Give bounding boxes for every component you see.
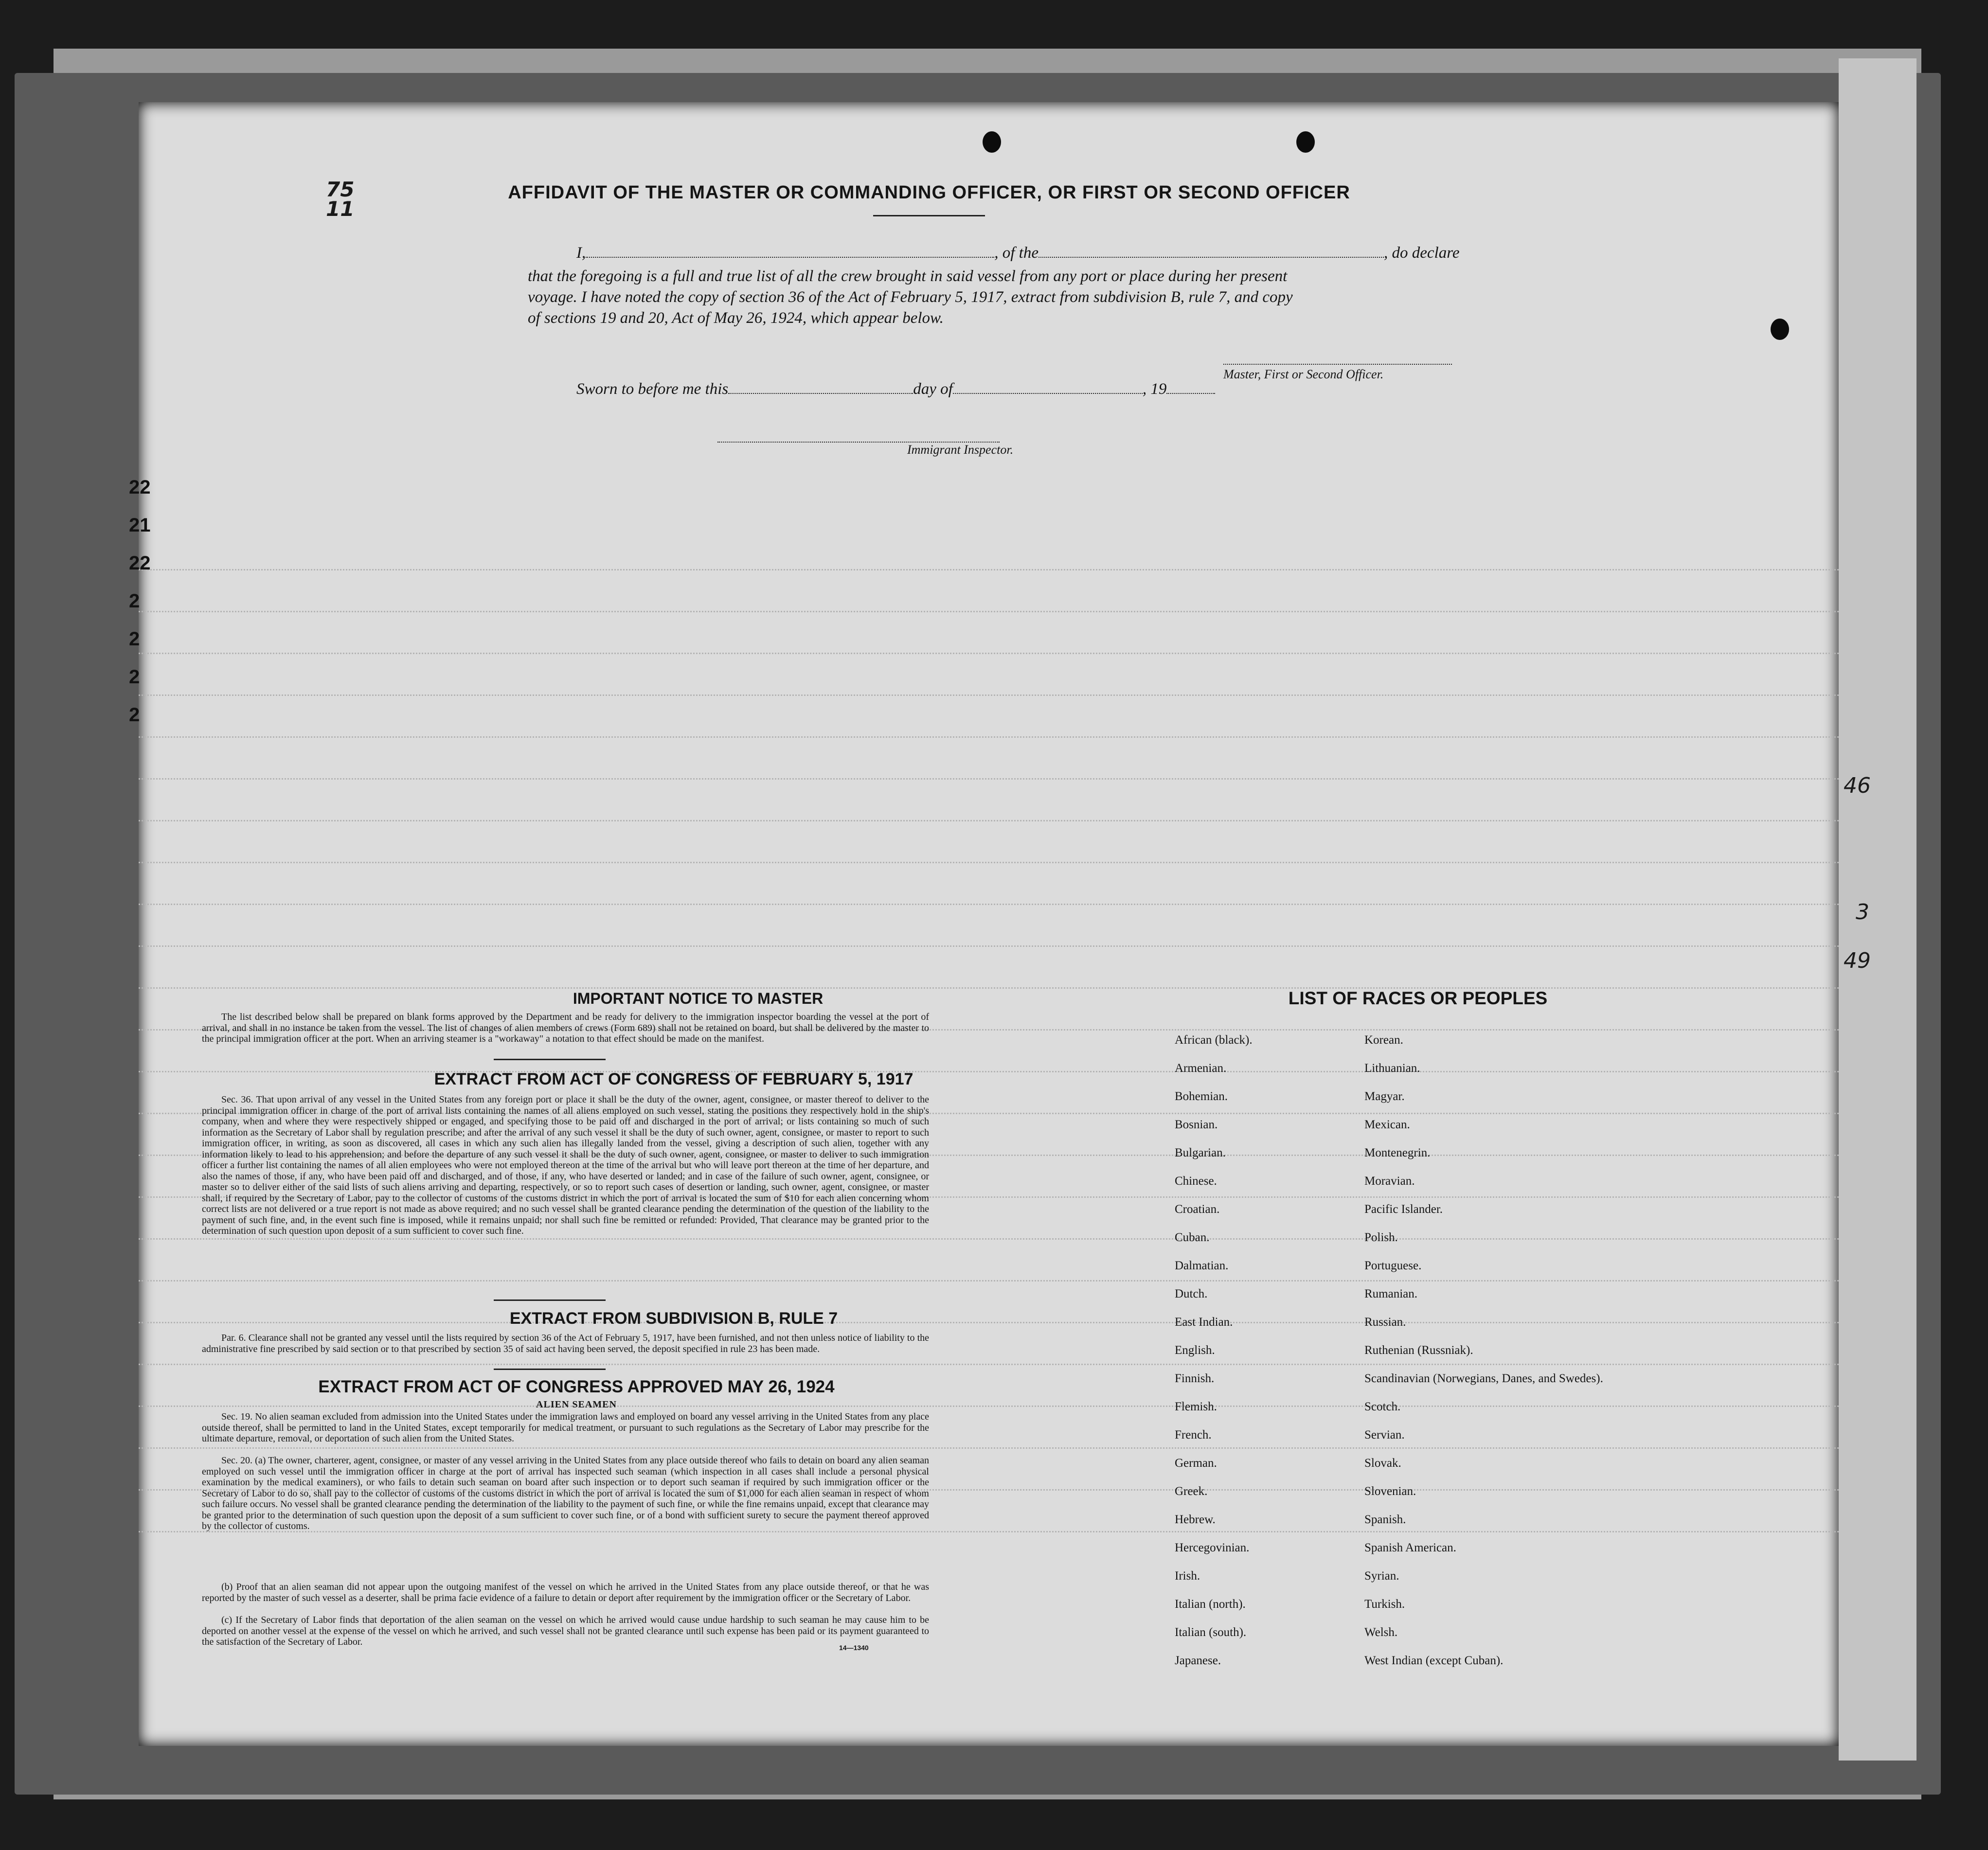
adjacent-page-edge: [1839, 58, 1916, 1761]
race-item: Bosnian.: [1175, 1118, 1218, 1131]
ghost-row: [139, 638, 1839, 654]
race-item: Portuguese.: [1364, 1259, 1422, 1272]
sworn-label: Sworn to before me this: [576, 380, 729, 398]
margin-number: 21: [129, 515, 151, 536]
sec-19-text: Sec. 19. No alien seaman excluded from admission into the United States under the immigration laws and employed on board any vessel arriving in the United States from any place outside thereof, shall be permitted to land in the United States, except temporarily for medical treatment, or pursuant to such regulations as the Secretary of Labor may prescribe for the ultimate departure, removal, or deportation of such alien from the United States.: [202, 1411, 929, 1444]
race-item: Syrian.: [1364, 1569, 1399, 1583]
race-item: Montenegrin.: [1364, 1146, 1431, 1159]
margin-number: 22: [129, 477, 151, 498]
race-item: Ruthenian (Russniak).: [1364, 1344, 1473, 1357]
race-item: Bohemian.: [1175, 1090, 1228, 1103]
race-item: Lithuanian.: [1364, 1062, 1420, 1075]
race-item: English.: [1175, 1344, 1215, 1357]
race-item: Greek.: [1175, 1485, 1208, 1498]
act-1917-text: Sec. 36. That upon arrival of any vessel in the United States from any foreign port or place it shall be the duty of the owner, agent, consignee, or master thereof to deliver to the principal immigration officer in charge of the port of arrival lists containing the names of all aliens employed on such vessel, stating the positions they respectively hold in the ship's company, when and where they were respectively shipped or engaged, and specifying those to be paid off and discharged in the port of arrival; or lists containing so much of such information as the Secretary of Labor shall by regulation prescribe; and after the arrival of any such vessel it shall be the duty of such owner, agent, consignee, or master to report to such immigration officer, in writing, as soon as discovered, all cases in which any such alien has illegally landed from the vessel, giving a description of such alien, together with any information likely to lead to his apprehension; and before the departure of any such vessel it shall be the duty of such owner, agent, consignee, or master to deliver to such immigration officer a further list containing the names of all alien employees who were not employed thereon at the time of the arrival but who will leave port thereon at the time of her departure, and also the names of those, if any, who have been paid off and discharged, and of those, if any, who have deserted or landed; and in case of the failure of such owner, agent, consignee, or master so to deliver either of the said lists of such aliens arriving and departing, respectively, or so to report such cases of desertion or landing, such owner, agent, consignee, or master shall, if required by the Secretary of Labor, pay to the collector of customs of the customs district in which the port of arrival is located the sum of $10 for each alien concerning whom correct lists are not delivered or a true report is not made as above required; and no such vessel shall be granted clearance pending the determination of the question of the liability to the payment of such fine, and, in the event such fine is imposed, while it remains unpaid; nor shall such fine be remitted or refunded: Provided, That clearance may be granted prior to the determination of such question upon deposit of a sum sufficient to cover such fine.: [202, 1094, 929, 1236]
rule-7-title: EXTRACT FROM SUBDIVISION B, RULE 7: [509, 1309, 838, 1328]
signature-field[interactable]: [1223, 350, 1452, 365]
declarant-name-field[interactable]: [586, 243, 994, 258]
sec-20a-text: Sec. 20. (a) The owner, charterer, agent, consignee, or master of any vessel arriving in the United States from any place outside thereof who fails to detain on board any alien seaman employed on such vessel until the immigration officer in charge at the port of arrival has inspected such seaman (which inspection in all cases shall include a personal physical examination by the medical examiners), or who fails to detain such seaman on board after such inspection or to deport such seaman if required by such immigration officer or the Secretary of Labor to do so, shall pay to the collector of customs of the customs district in which the port of arrival is located the sum of $1,000 for each alien seaman in respect of whom such failure occurs. No vessel shall be granted clearance pending the determination of the liability to the payment of such fine, or while the fine remains unpaid, except that clearance may be granted prior to the determination of such question upon the deposit of a sum sufficient to cover such fine, or of a bond with sufficient surety to secure the payment thereof approved by the collector of customs.: [202, 1455, 929, 1531]
race-item: West Indian (except Cuban).: [1364, 1654, 1504, 1667]
rule-7-text: Par. 6. Clearance shall not be granted any vessel until the lists required by section 36 of the Act of February 5, 1917, have been furnished, and not then unless notice of liability to the administrative fine prescribed by said section or to that prescribed by section 35 of said act having been served, the deposit specified in rule 23 has been made.: [202, 1333, 929, 1354]
margin-number: 2: [129, 666, 140, 688]
race-item: Spanish American.: [1364, 1541, 1456, 1554]
alien-seamen-subtitle: ALIEN SEAMEN: [536, 1399, 617, 1410]
races-right-column: [1364, 1033, 1603, 1682]
race-item: Irish.: [1175, 1569, 1200, 1583]
declare-label: , do declare: [1383, 244, 1460, 262]
punch-hole: [983, 131, 1001, 153]
race-item: Hebrew.: [1175, 1513, 1216, 1526]
handwritten-mark: 75 11: [326, 178, 355, 221]
affidavit-title: AFFIDAVIT OF THE MASTER OR COMMANDING OFFICER, OR FIRST OR SECOND OFFICER: [508, 182, 1350, 203]
race-item: Dutch.: [1175, 1287, 1208, 1300]
race-item: Scandinavian (Norwegians, Danes, and Swedes).: [1364, 1372, 1603, 1385]
race-item: Armenian.: [1175, 1062, 1227, 1075]
punch-hole: [1771, 319, 1789, 340]
race-item: Croatian.: [1175, 1203, 1220, 1216]
race-item: German.: [1175, 1457, 1217, 1470]
sec-20b-text: (b) Proof that an alien seaman did not appear upon the outgoing manifest of the vessel on which he arrived in the United States from any place outside thereof, or that he was reported by the master of such vessel as a deserter, shall be prima facie evidence of a failure to detain or deport after requirement by the immigration officer or the Secretary of Labor.: [202, 1582, 929, 1603]
race-item: French.: [1175, 1428, 1212, 1441]
race-item: Korean.: [1364, 1033, 1403, 1047]
vessel-name-field[interactable]: [1039, 243, 1384, 258]
inspector-signature-field[interactable]: [717, 428, 1000, 443]
race-item: Spanish.: [1364, 1513, 1406, 1526]
day-of-label: day of: [913, 380, 953, 398]
ghost-row: [139, 973, 1839, 989]
race-item: African (black).: [1175, 1033, 1253, 1047]
notice-rule: [494, 1059, 606, 1060]
form-number: 14—1340: [839, 1644, 869, 1652]
affidavit-line-2: that the foregoing is a full and true list of all the crew brought in said vessel from any port or place during her present: [528, 267, 1288, 285]
rule-7-rule: [494, 1369, 606, 1370]
act-1924-title: EXTRACT FROM ACT OF CONGRESS APPROVED MAY 26, 1924: [318, 1377, 835, 1396]
act-1917-title: EXTRACT FROM ACT OF CONGRESS OF FEBRUARY 5, 1917: [434, 1070, 913, 1088]
ghost-row: [139, 805, 1839, 821]
race-item: Dalmatian.: [1175, 1259, 1229, 1272]
race-item: Hercegovinian.: [1175, 1541, 1250, 1554]
race-item: Polish.: [1364, 1231, 1398, 1244]
ghost-row: [139, 596, 1839, 612]
punch-hole: [1296, 131, 1315, 153]
ghost-row: [139, 931, 1839, 947]
race-item: Mexican.: [1364, 1118, 1410, 1131]
ghost-row: [139, 764, 1839, 780]
margin-number: 2: [129, 590, 140, 612]
sworn-day-field[interactable]: [728, 379, 913, 394]
affidavit-line-4: of sections 19 and 20, Act of May 26, 1924, which appear below.: [528, 309, 944, 327]
ghost-row: [139, 722, 1839, 738]
year-label: , 19: [1142, 380, 1167, 398]
race-item: Slovak.: [1364, 1457, 1401, 1470]
race-item: Chinese.: [1175, 1174, 1217, 1188]
races-left-column: [1175, 1033, 1253, 1682]
race-item: Moravian.: [1364, 1174, 1415, 1188]
ghost-row: [139, 847, 1839, 863]
race-item: Flemish.: [1175, 1400, 1217, 1413]
races-title: LIST OF RACES OR PEOPLES: [1288, 988, 1548, 1008]
race-item: Pacific Islander.: [1364, 1203, 1443, 1216]
race-item: Servian.: [1364, 1428, 1405, 1441]
race-item: Welsh.: [1364, 1626, 1398, 1639]
race-item: Japanese.: [1175, 1654, 1221, 1667]
race-item: Russian.: [1364, 1316, 1406, 1329]
sworn-month-field[interactable]: [953, 379, 1143, 394]
signature-caption: Master, First or Second Officer.: [1223, 367, 1384, 381]
race-item: Rumanian.: [1364, 1287, 1418, 1300]
vessel-label: , of the: [994, 244, 1039, 262]
notice-title: IMPORTANT NOTICE TO MASTER: [573, 990, 824, 1007]
ghost-row: [139, 554, 1839, 570]
declarant-label: I,: [576, 244, 586, 262]
margin-number: 22: [129, 552, 151, 574]
race-item: Scotch.: [1364, 1400, 1401, 1413]
affidavit-line-1: [576, 243, 1459, 262]
race-item: Italian (north).: [1175, 1598, 1246, 1611]
race-item: Finnish.: [1175, 1372, 1215, 1385]
race-item: Bulgarian.: [1175, 1146, 1226, 1159]
margin-number: 2: [129, 628, 140, 650]
sec-20c-text: (c) If the Secretary of Labor finds that deportation of the alien seaman on the vessel on which he arrived would cause undue hardship to such seaman he may cause him to be deported on another vessel at the expense of the vessel on which he arrived, and such vessel shall not be granted clearance until such expense has been paid or its payment guaranteed to the satisfaction of the Secretary of Labor.: [202, 1615, 929, 1647]
handwritten-number: 46: [1844, 773, 1871, 798]
notice-text: The list described below shall be prepared on blank forms approved by the Department and be ready for delivery to the immigration inspector boarding the vessel at the port of arrival, and shall in no instance be taken from the vessel. The list of changes of alien members of crews (Form 689) shall not be retained on board, but shall be delivered by the master to the principal immigration officer at the port. When an arriving steamer is a "workaway" a notation to that effect should be made on the manifest.: [202, 1012, 929, 1044]
title-rule: [873, 215, 985, 216]
sworn-year-field[interactable]: [1166, 379, 1215, 394]
handwritten-number: 49: [1844, 948, 1871, 973]
act-1917-rule: [494, 1299, 606, 1301]
affidavit-line-3: voyage. I have noted the copy of section 36 of the Act of February 5, 1917, extract from subdivision B, rule 7, and copy: [528, 288, 1293, 306]
race-item: Italian (south).: [1175, 1626, 1247, 1639]
race-item: Turkish.: [1364, 1598, 1405, 1611]
handwritten-number: 3: [1856, 900, 1869, 925]
sworn-line: [576, 379, 1215, 398]
margin-number: 2: [129, 704, 140, 726]
race-item: Cuban.: [1175, 1231, 1210, 1244]
document-page: [129, 102, 1839, 1746]
ghost-row: [139, 889, 1839, 905]
race-item: Magyar.: [1364, 1090, 1405, 1103]
race-item: Slovenian.: [1364, 1485, 1416, 1498]
inspector-caption: Immigrant Inspector.: [907, 443, 1014, 457]
ghost-row: [139, 680, 1839, 696]
race-item: East Indian.: [1175, 1316, 1233, 1329]
